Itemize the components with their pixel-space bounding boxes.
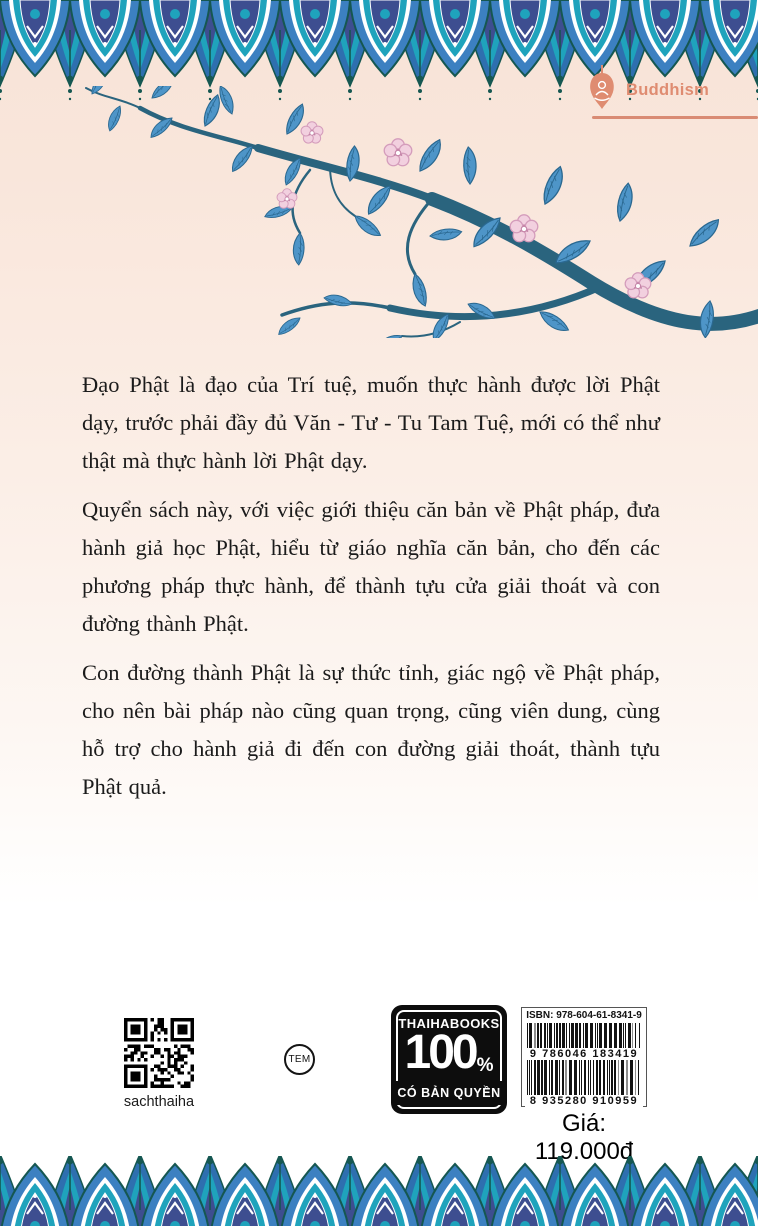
tem-stamp-label: TEM xyxy=(288,1054,311,1065)
price-label: Giá: 119.000đ xyxy=(534,1110,634,1165)
qr-code xyxy=(124,1018,194,1088)
badge-number: 100 xyxy=(404,1026,476,1079)
badge-percent: % xyxy=(476,1055,494,1076)
paragraph-2: Quyển sách này, với việc giới thiệu căn bản về Phật pháp, đưa hành giả học Phật, hiểu từ giáo nghĩa căn bản, cho đến các phương pháp thực hành, để thành tựu cửa giải thoát và con đường thành Phật. xyxy=(82,497,660,636)
barcode-digits-top: 9 786046 183419 xyxy=(525,1048,643,1061)
brand-label: Buddhism xyxy=(626,80,710,99)
bottom-ornament-border xyxy=(0,1156,758,1226)
paragraph-3: Con đường thành Phật là sự thức tỉnh, giác ngộ về Phật pháp, cho nên bài pháp nào cũng quan trọng, cũng viên dung, cùng hỗ trợ cho hành giả đi đến con đường giải thoát, thành tựu Phật quả. xyxy=(82,660,660,799)
qr-caption: sachthaiha xyxy=(123,1094,195,1110)
paragraph-1: Đạo Phật là đạo của Trí tuệ, muốn thực hành được lời Phật dạy, trước phải đầy đủ Văn - Tư - Tu Tam Tuệ, mới có thể như thật mà thực hành lời Phật dạy. xyxy=(82,372,660,473)
badge-publisher-name: THAIHABOOKS xyxy=(398,1016,500,1031)
isbn-label: ISBN: 978-604-61-8341-9 xyxy=(526,1010,642,1021)
publisher-copyright-badge xyxy=(391,1005,507,1114)
tem-stamp xyxy=(284,1044,315,1075)
badge-bottom-band: CÓ BẢN QUYỀN xyxy=(395,1081,503,1105)
back-cover-text xyxy=(82,366,660,817)
blossom-branch-illustration xyxy=(0,86,758,338)
isbn-barcode-block xyxy=(521,1007,647,1107)
barcode-digits-bottom: 8 935280 910959 xyxy=(525,1095,643,1108)
